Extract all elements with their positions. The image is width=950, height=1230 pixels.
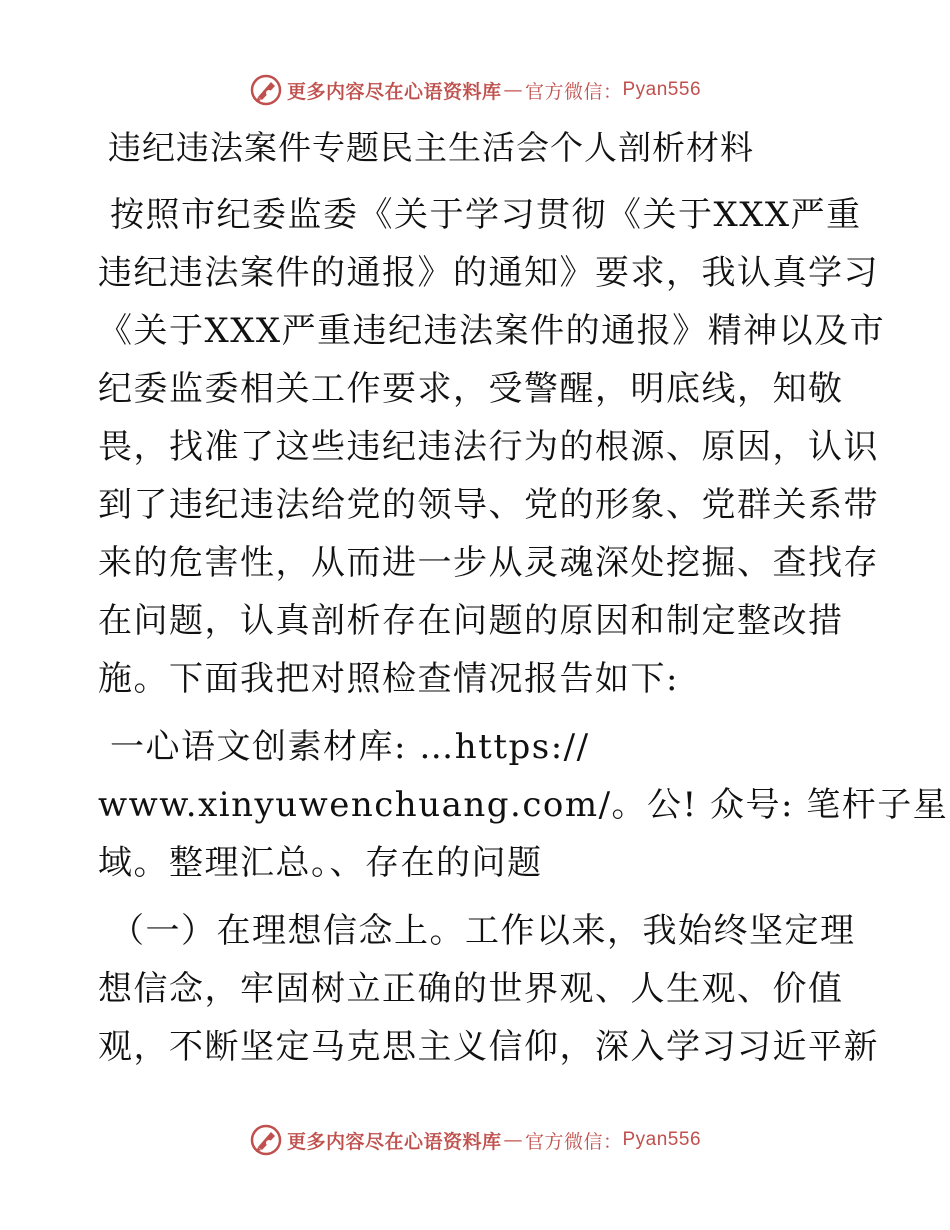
text-line: 畏，找准了这些违纪违法行为的根源、原因，认识 [98, 427, 879, 467]
watermark-wechat-label: 官方微信： [524, 80, 623, 103]
text-line: （一）在理想信念上。工作以来，我始终坚定理 [110, 911, 856, 951]
paragraph-source-note [98, 718, 949, 892]
footer-watermark [0, 1120, 950, 1160]
text-line: 想信念，牢固树立正确的世界观、人生观、价值 [98, 969, 844, 1009]
text-line-url: www.xinyuwenchuang.com/。公! 众号: 笔杆子星 [98, 785, 949, 825]
text-line: 域。整理汇总。、存在的问题 [98, 843, 543, 883]
watermark-separator: — [503, 79, 523, 101]
text-line: 在问题，认真剖析存在问题的原因和制定整改措 [98, 601, 844, 641]
watermark-separator: — [503, 1129, 523, 1151]
logo-pen-icon [249, 73, 283, 107]
text-line: 按照市纪委监委《关于学习贯彻《关于XXX严重 [110, 195, 862, 235]
text-line: 观，不断坚定马克思主义信仰，深入学习习近平新 [98, 1027, 879, 1067]
watermark-wechat-label: 官方微信： [524, 1130, 623, 1153]
watermark-wechat-id: Pyan556 [622, 1129, 702, 1150]
watermark-brand: 更多内容尽在心语资料库 [286, 1130, 502, 1153]
text-line: 到了违纪违法给党的领导、党的形象、党群关系带 [98, 485, 879, 525]
watermark-brand: 更多内容尽在心语资料库 [286, 80, 502, 103]
watermark-wechat-id: Pyan556 [622, 79, 702, 100]
text-line: 纪委监委相关工作要求，受警醒，明底线，知敬 [98, 369, 844, 409]
document-title: 违纪违法案件专题民主生活会个人剖析材料 [108, 128, 754, 167]
text-line: 违纪违法案件的通报》的通知》要求，我认真学习 [98, 253, 879, 293]
text-line: 施。下面我把对照检查情况报告如下: [98, 659, 679, 699]
paragraph-section-1 [98, 902, 879, 1076]
paragraph-intro [98, 186, 886, 708]
text-line: 来的危害性，从而进一步从灵魂深处挖掘、查找存 [98, 543, 879, 583]
document-body [98, 122, 949, 1076]
header-watermark [0, 70, 950, 110]
text-line: 一心语文创素材库: …https:// [110, 727, 590, 767]
logo-pen-icon [249, 1123, 283, 1157]
text-line: 《关于XXX严重违纪违法案件的通报》精神以及市 [98, 311, 886, 351]
